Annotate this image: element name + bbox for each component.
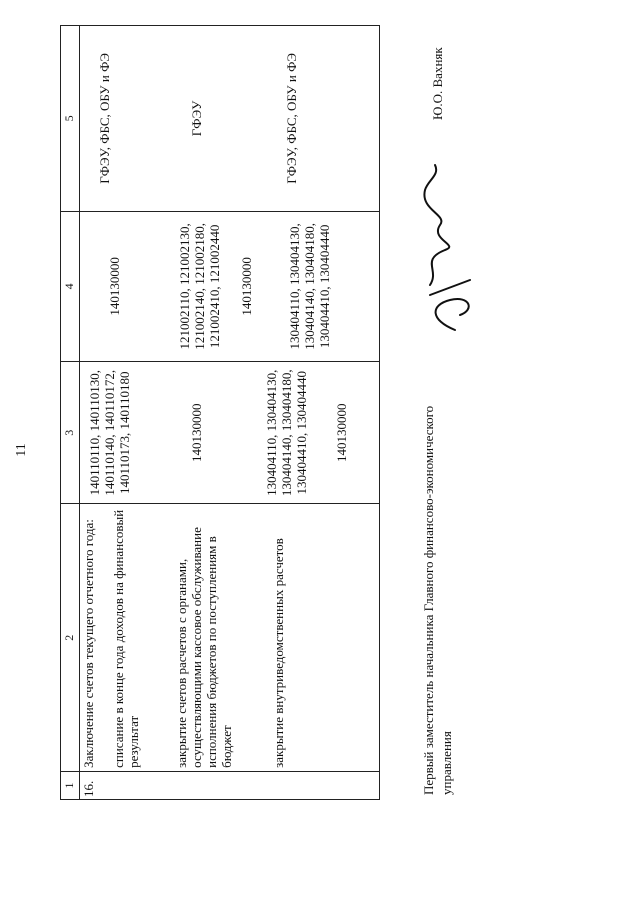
header-col-5: 5 <box>61 26 80 212</box>
item-1-credit: 140130000 <box>107 257 122 316</box>
signatory-name: Ю.О. Вахняк <box>430 47 445 120</box>
item-2-credit: 121002110, 121002130, 121002140, 121002180, 121002410, 121002440 <box>177 222 222 350</box>
header-col-3: 3 <box>61 361 80 504</box>
page-number: 11 <box>14 443 29 457</box>
header-col-2: 2 <box>61 504 80 771</box>
item-3-debit: 130404110, 130404130, 130404140, 130404180, 130404410, 130404440 <box>264 369 309 497</box>
handwritten-signature <box>400 160 490 340</box>
table-row <box>80 26 380 800</box>
executor-cell <box>80 26 380 212</box>
item-1-debit: 140110110, 140110130, 140110140, 140110172, 140110173, 140110180 <box>87 369 132 496</box>
debit-cell <box>80 361 380 504</box>
item-1-executor: ГФЭУ, ФБС, ОБУ и ФЭ <box>97 53 112 184</box>
item-3-credit-2: 130404110, 130404130, 130404140, 130404180, 130404410, 130404440 <box>287 222 332 350</box>
item-3-credit: 140130000 <box>239 257 254 316</box>
row-heading: Заключение счетов текущего отчетного года: <box>81 519 96 768</box>
header-col-1: 1 <box>61 771 80 799</box>
accounts-table <box>60 25 380 800</box>
item-2-description: закрытие счетов расчетов с органами, осуществляющими кассовое обслуживание исполнения бюджетов по поступлениям в бюджет <box>174 527 234 768</box>
row-number-cell <box>80 771 380 799</box>
header-col-4: 4 <box>61 211 80 361</box>
table-header-row <box>61 26 80 800</box>
description-cell <box>80 504 380 771</box>
credit-cell <box>80 211 380 361</box>
signatory-position: Первый заместитель начальника Главного финансово-экономического управления <box>421 405 454 795</box>
item-2-executor: ГФЭУ <box>189 100 204 137</box>
row-number: 16. <box>81 780 96 797</box>
item-3-description: закрытие внутриведомственных расчетов <box>271 538 286 768</box>
item-1-description: списание в конце года доходов на финансовый результат <box>111 509 141 768</box>
item-2-debit: 140130000 <box>189 403 204 462</box>
item-3-executor: ГФЭУ, ФБС, ОБУ и ФЭ <box>284 53 299 184</box>
item-3-debit-2: 140130000 <box>334 403 349 462</box>
